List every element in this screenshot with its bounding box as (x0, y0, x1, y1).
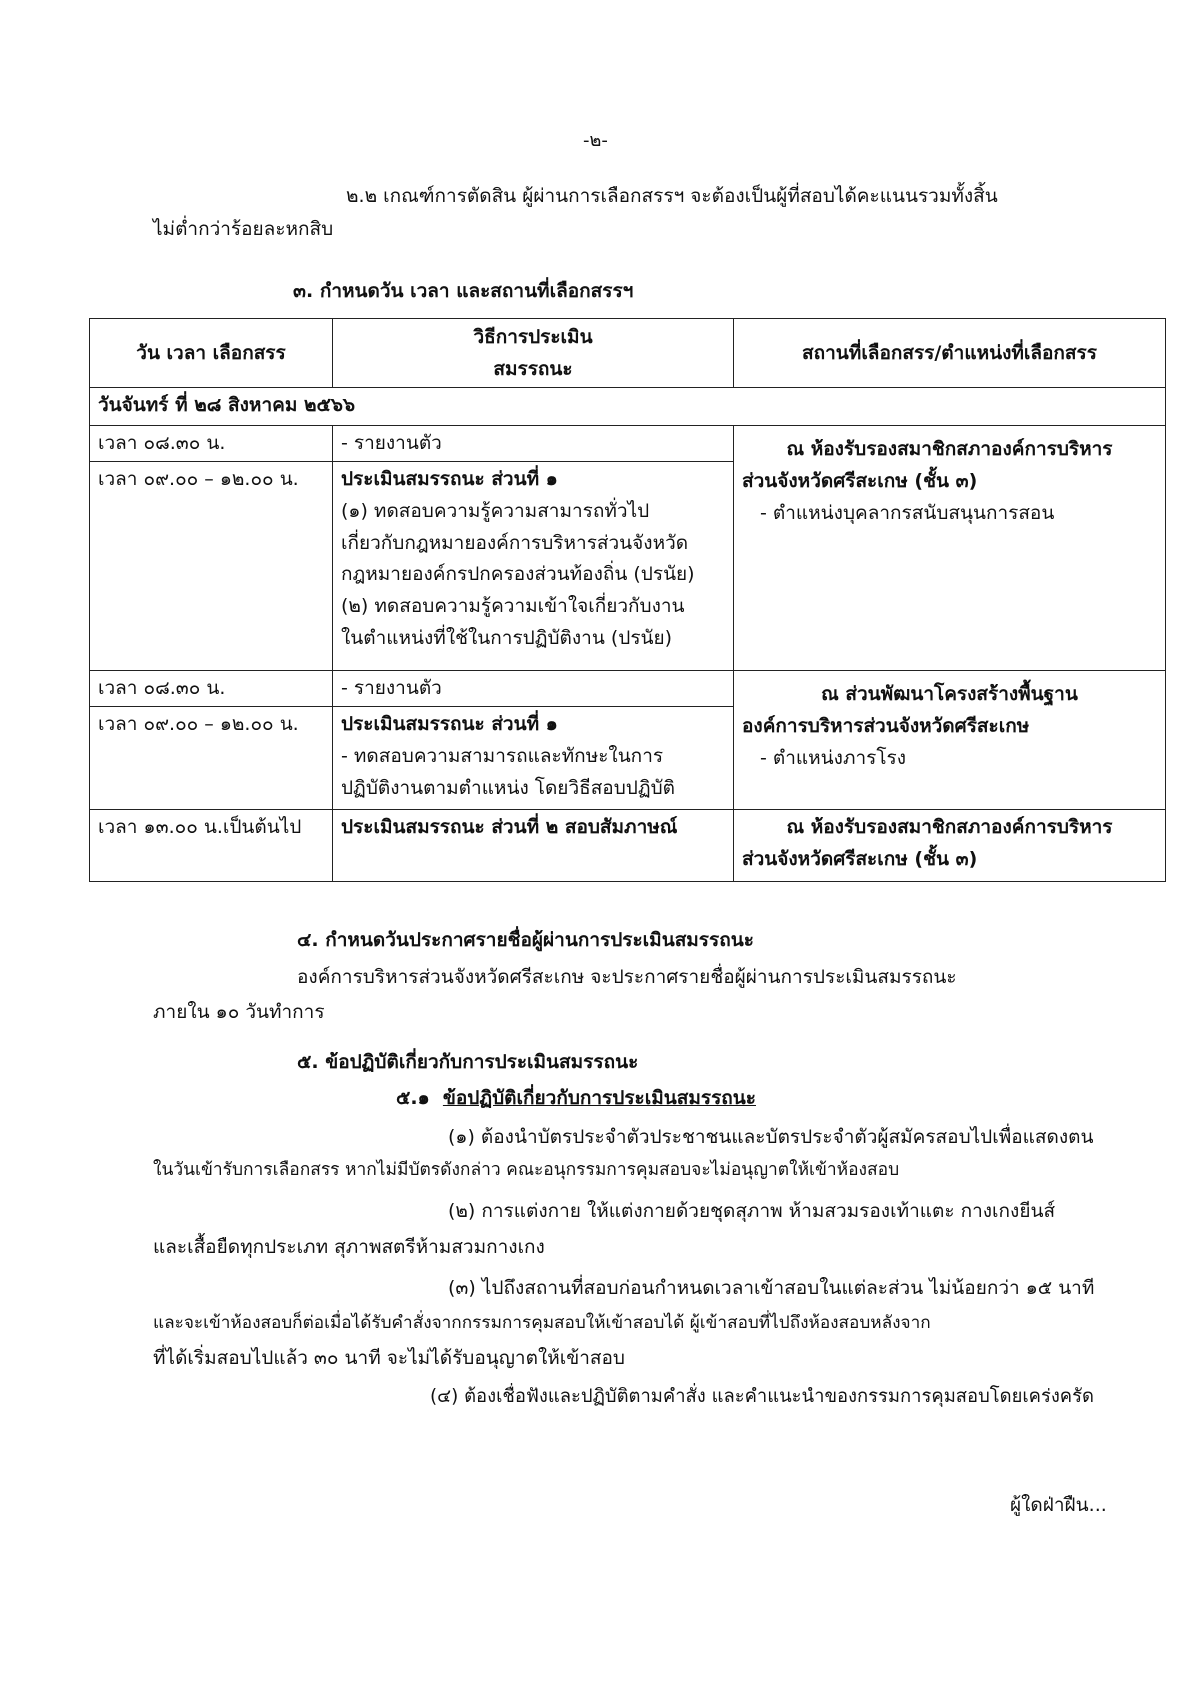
header-location: สถานที่เลือกสรร/ตำแหน่งที่เลือกสรร (734, 319, 1166, 388)
location-position: - ตำแหน่งภารโรง (760, 746, 907, 769)
section-2-2-line2: ไม่ต่ำกว่าร้อยละหกสิบ (153, 218, 334, 240)
location-line1: ณ ส่วนพัฒนาโครงสร้างพื้นฐาน (821, 683, 1078, 705)
table-row (90, 426, 1166, 462)
time-text: เวลา ๑๓.๐๐ น.เป็นต้นไป (98, 816, 302, 838)
section-2-2-line1 (346, 185, 998, 208)
section-5-1-title: ข้อปฏิบัติเกี่ยวกับการประเมินสมรรถนะ (442, 1087, 756, 1109)
date-row (90, 388, 1166, 426)
section-3-heading: ๓. กำหนดวัน เวลา และสถานที่เลือกสรรฯ (293, 280, 634, 302)
time-text: เวลา ๐๘.๓๐ น. (98, 432, 226, 454)
location-cell (734, 810, 1166, 882)
location-position: - ตำแหน่งบุคลากรสนับสนุนการสอน (760, 501, 1055, 524)
time-cell (90, 707, 333, 810)
method-cell (333, 426, 734, 462)
location-line1: ณ ห้องรับรองสมาชิกสภาองค์การบริหาร (786, 438, 1113, 460)
section-5-1-number: ๕.๑ (396, 1087, 430, 1109)
page-number: -๒- (583, 130, 608, 151)
item-4-line1: (๔) ต้องเชื่อฟังและปฏิบัติตามคำสั่ง และคำแนะนำของกรรมการคุมสอบโดยเคร่งครัด (430, 1386, 1094, 1407)
time-cell (90, 671, 333, 707)
section-5-heading: ๕. ข้อปฏิบัติเกี่ยวกับการประเมินสมรรถนะ (297, 1051, 639, 1073)
method-text: เกี่ยวกับกฎหมายองค์การบริหารส่วนจังหวัด (341, 531, 689, 554)
section-4-line2: ภายใน ๑๐ วันทำการ (153, 1001, 325, 1023)
header-method-line1: วิธีการประเมิน (473, 325, 593, 348)
method-text: กฎหมายองค์กรปกครองส่วนท้องถิ่น (ปรนัย) (341, 563, 695, 586)
method-text: - รายงานตัว (341, 432, 442, 454)
method-text: - รายงานตัว (341, 677, 442, 699)
schedule-table (89, 318, 1166, 882)
item-3-line2: และจะเข้าห้องสอบก็ต่อเมื่อได้รับคำสั่งจากกรรมการคุมสอบให้เข้าสอบได้ ผู้เข้าสอบที่ไปถึงห้องสอบหลังจาก (153, 1313, 931, 1333)
item-3-line1: (๓) ไปถึงสถานที่สอบก่อนกำหนดเวลาเข้าสอบในแต่ละส่วน ไม่น้อยกว่า ๑๕ นาที (448, 1277, 1095, 1299)
location-line1: ณ ห้องรับรองสมาชิกสภาองค์การบริหาร (786, 816, 1113, 838)
footer-continuation: ผู้ใดฝ่าฝืน... (1010, 1494, 1107, 1516)
table-header-row (90, 319, 1166, 388)
header-method-line2: สมรรถนะ (493, 357, 573, 380)
time-text: เวลา ๐๙.๐๐ – ๑๒.๐๐ น. (98, 468, 299, 490)
time-text: เวลา ๐๘.๓๐ น. (98, 677, 226, 699)
date-text: วันจันทร์ ที่ ๒๘ สิงหาคม ๒๕๖๖ (98, 394, 356, 416)
location-line2: ส่วนจังหวัดศรีสะเกษ (ชั้น ๓) (742, 469, 978, 492)
time-text: เวลา ๐๙.๐๐ – ๑๒.๐๐ น. (98, 713, 299, 735)
item-1-line1: (๑) ต้องนำบัตรประจำตัวประชาชนและบัตรประจำตัวผู้สมัครสอบไปเพื่อแสดงตน (448, 1126, 1094, 1148)
method-text: ในตำแหน่งที่ใช้ในการปฏิบัติงาน (ปรนัย) (341, 626, 673, 649)
method-text: ปฏิบัติงานตามตำแหน่ง โดยวิธีสอบปฏิบัติ (341, 776, 675, 799)
table-row (90, 810, 1166, 882)
method-cell (333, 462, 734, 671)
section-5-1-heading (396, 1087, 756, 1110)
table-row (90, 671, 1166, 707)
section-4-line1: องค์การบริหารส่วนจังหวัดศรีสะเกษ จะประกาศรายชื่อผู้ผ่านการประเมินสมรรถนะ (297, 966, 957, 988)
method-title: ประเมินสมรรถนะ ส่วนที่ ๒ สอบสัมภาษณ์ (341, 816, 678, 838)
method-cell (333, 671, 734, 707)
method-cell (333, 707, 734, 810)
item-2-line2: และเสื้อยืดทุกประเภท สุภาพสตรีห้ามสวมกางเกง (153, 1236, 545, 1258)
method-title: ประเมินสมรรถนะ ส่วนที่ ๑ (341, 713, 558, 735)
time-cell (90, 462, 333, 671)
item-2-line1: (๒) การแต่งกาย ให้แต่งกายด้วยชุดสุภาพ ห้ามสวมรองเท้าแตะ กางเกงยีนส์ (448, 1200, 1056, 1222)
header-date-time: วัน เวลา เลือกสรร (90, 319, 333, 388)
section-2-2-text: ๒.๒ เกณฑ์การตัดสิน ผู้ผ่านการเลือกสรรฯ จะต้องเป็นผู้ที่สอบได้คะแนนรวมทั้งสิ้น (346, 185, 998, 207)
method-text: - ทดสอบความสามารถและทักษะในการ (341, 744, 664, 767)
location-cell (734, 426, 1166, 671)
time-cell (90, 810, 333, 882)
time-cell (90, 426, 333, 462)
location-line2: ส่วนจังหวัดศรีสะเกษ (ชั้น ๓) (742, 847, 978, 870)
item-1-line2: ในวันเข้ารับการเลือกสรร หากไม่มีบัตรดังกล่าว คณะอนุกรรมการคุมสอบจะไม่อนุญาตให้เข้าห้องสอบ (153, 1160, 900, 1180)
method-text: (๑) ทดสอบความรู้ความสามารถทั่วไป (341, 499, 650, 522)
date-cell (90, 388, 1166, 426)
method-text: (๒) ทดสอบความรู้ความเข้าใจเกี่ยวกับงาน (341, 595, 685, 618)
location-line2: องค์การบริหารส่วนจังหวัดศรีสะเกษ (742, 714, 1030, 737)
method-title: ประเมินสมรรถนะ ส่วนที่ ๑ (341, 468, 558, 490)
method-cell (333, 810, 734, 882)
location-cell (734, 671, 1166, 810)
item-3-line3: ที่ได้เริ่มสอบไปแล้ว ๓๐ นาที จะไม่ได้รับอนุญาตให้เข้าสอบ (153, 1347, 625, 1369)
header-method (333, 319, 734, 388)
section-4-heading: ๔. กำหนดวันประกาศรายชื่อผู้ผ่านการประเมินสมรรถนะ (297, 929, 754, 951)
